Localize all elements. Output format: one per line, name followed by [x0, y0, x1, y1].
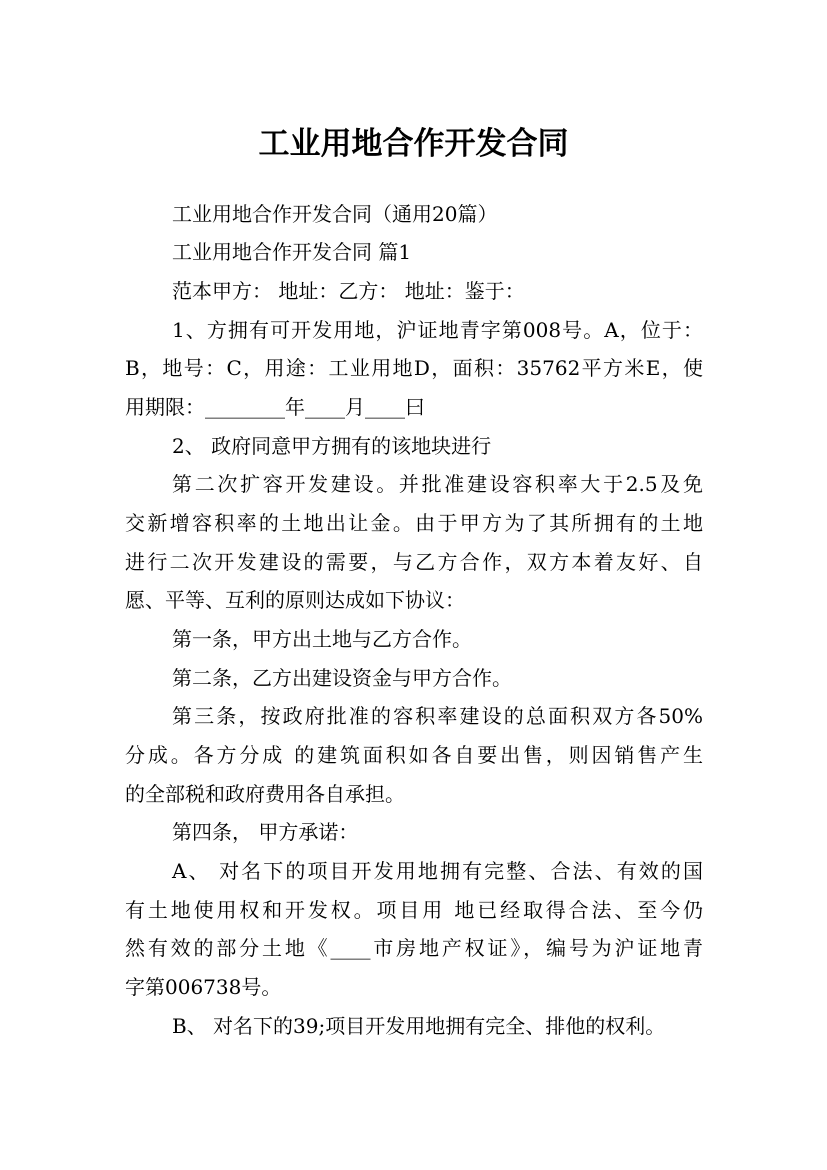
document-line-expansion-development: 第二次扩容开发建设。并批准建设容积率大于2.5及免: [172, 472, 703, 496]
document-line-parties: 范本甲方： 地址：乙方： 地址：鉴于：: [172, 279, 525, 303]
document-line-subheading: 工业用地合作开发合同 篇1: [172, 240, 412, 264]
document-line-land-details: B，地号：C，用途：工业用地D，面积：35762平方米E，使: [125, 356, 703, 380]
document-line-government-approval: 2、 政府同意甲方拥有的该地块进行: [172, 434, 492, 458]
document-line-heading: 工业用地合作开发合同（通用20篇）: [172, 202, 498, 226]
document-line-property-certificate: 然有效的部分土地《____市房地产权证》，编号为沪证地青: [125, 936, 703, 960]
document-line-land-fee: 交新增容积率的土地出让金。由于甲方为了其所拥有的土地: [125, 511, 703, 535]
document-line-article-two: 第二条，乙方出建设资金与甲方合作。: [172, 666, 512, 690]
document-line-agreement-principles: 愿、平等、互利的原则达成如下协议：: [125, 588, 465, 612]
document-line-certificate-number: 字第006738号。: [125, 975, 282, 999]
document-line-usage-period: 用期限：________年____月____曰: [125, 395, 425, 419]
document-line-article-three: 第三条，按政府批准的容积率建设的总面积双方各50%: [172, 704, 703, 728]
document-line-land-ownership: 1、方拥有可开发用地，沪证地青字第008号。A，位于：: [172, 318, 703, 342]
document-title: 工业用地合作开发合同: [258, 125, 569, 162]
document-line-article-four: 第四条， 甲方承诺：: [172, 820, 359, 844]
document-line-commitment-a: A、 对名下的项目开发用地拥有完整、合法、有效的国: [172, 859, 703, 883]
document-line-commitment-b: B、 对名下的39;项目开发用地拥有完全、排他的权利。: [172, 1014, 666, 1038]
document-line-article-one: 第一条，甲方出土地与乙方合作。: [172, 627, 472, 651]
document-line-land-rights: 有土地使用权和开发权。项目用 地已经取得合法、至今仍: [125, 898, 703, 922]
document-line-cooperation-purpose: 进行二次开发建设的需要，与乙方合作，双方本着友好、自: [125, 550, 703, 574]
document-line-area-distribution: 分成。各方分成 的建筑面积如各自要出售，则因销售产生: [125, 743, 703, 767]
document-line-tax-responsibility: 的全部税和政府费用各自承担。: [125, 782, 405, 806]
